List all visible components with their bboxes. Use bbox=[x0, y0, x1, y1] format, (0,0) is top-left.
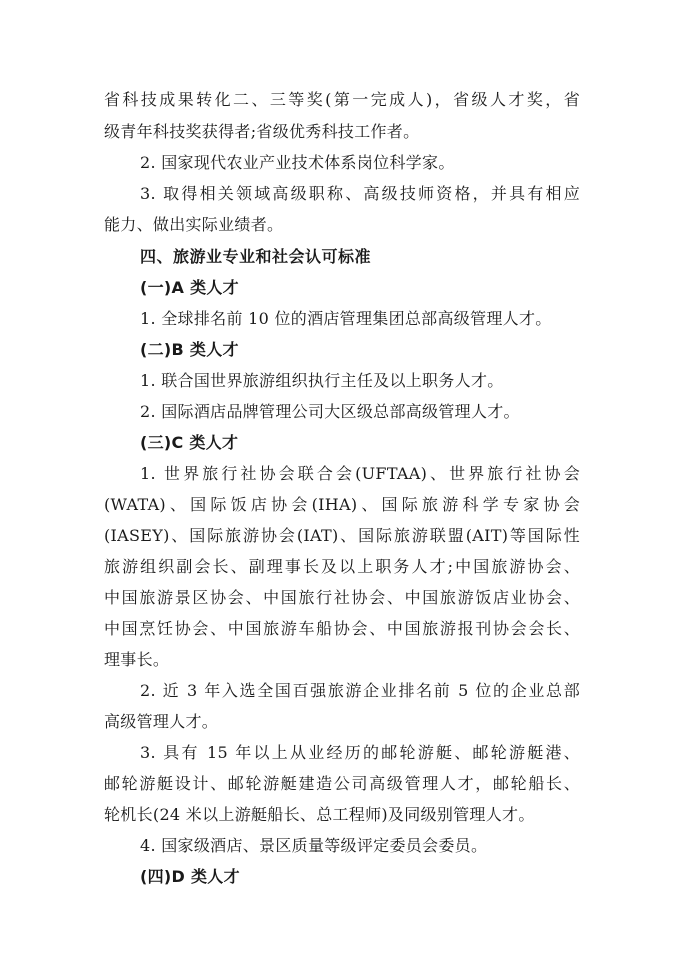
class-c-heading: (三)C 类人才 bbox=[140, 433, 239, 452]
class-c-item-1-line-3: (IASEY)、国际旅游协会(IAT)、国际旅游联盟(AIT)等国际性 bbox=[104, 526, 580, 545]
class-c-item-1-line-4: 旅游组织副会长、副理事长及以上职务人才;中国旅游协会、 bbox=[104, 557, 580, 576]
class-c-item-1-line-7: 理事长。 bbox=[104, 650, 170, 669]
class-b-item-1: 1. 联合国世界旅游组织执行主任及以上职务人才。 bbox=[140, 371, 504, 390]
intro-item-3-line-2: 能力、做出实际业绩者。 bbox=[104, 215, 284, 234]
intro-item-3-line-1: 3. 取得相关领域高级职称、高级技师资格，并具有相应 bbox=[140, 184, 580, 203]
intro-line-2: 级青年科技奖获得者;省级优秀科技工作者。 bbox=[104, 122, 420, 141]
class-a-item-1: 1. 全球排名前 10 位的酒店管理集团总部高级管理人才。 bbox=[140, 309, 552, 328]
section-4-title: 四、旅游业专业和社会认可标准 bbox=[140, 247, 372, 266]
class-c-item-1-line-5: 中国旅游景区协会、中国旅行社协会、中国旅游饭店业协会、 bbox=[104, 588, 580, 607]
class-c-item-1-line-6: 中国烹饪协会、中国旅游车船协会、中国旅游报刊协会会长、 bbox=[104, 619, 580, 638]
class-d-heading: (四)D 类人才 bbox=[140, 867, 240, 886]
class-b-heading: (二)B 类人才 bbox=[140, 340, 239, 359]
intro-item-2: 2. 国家现代农业产业技术体系岗位科学家。 bbox=[140, 153, 455, 172]
intro-line-1: 省科技成果转化二、三等奖(第一完成人)，省级人才奖，省 bbox=[104, 90, 580, 109]
class-c-item-4: 4. 国家级酒店、景区质量等级评定委员会委员。 bbox=[140, 836, 488, 855]
class-c-item-2-line-1: 2. 近 3 年入选全国百强旅游企业排名前 5 位的企业总部 bbox=[140, 681, 580, 700]
class-a-heading: (一)A 类人才 bbox=[140, 278, 239, 297]
class-c-item-3-line-1: 3. 具有 15 年以上从业经历的邮轮游艇、邮轮游艇港、 bbox=[140, 743, 580, 762]
class-c-item-1-line-2: (WATA)、国际饭店协会(IHA)、国际旅游科学专家协会 bbox=[104, 495, 580, 514]
class-c-item-3-line-3: 轮机长(24 米以上游艇船长、总工程师)及同级别管理人才。 bbox=[104, 805, 535, 824]
class-b-item-2: 2. 国际酒店品牌管理公司大区级总部高级管理人才。 bbox=[140, 402, 520, 421]
class-c-item-3-line-2: 邮轮游艇设计、邮轮游艇建造公司高级管理人才，邮轮船长、 bbox=[104, 774, 580, 793]
class-c-item-2-line-2: 高级管理人才。 bbox=[104, 712, 219, 731]
class-c-item-1-line-1: 1. 世界旅行社协会联合会(UFTAA)、世界旅行社协会 bbox=[140, 464, 580, 483]
